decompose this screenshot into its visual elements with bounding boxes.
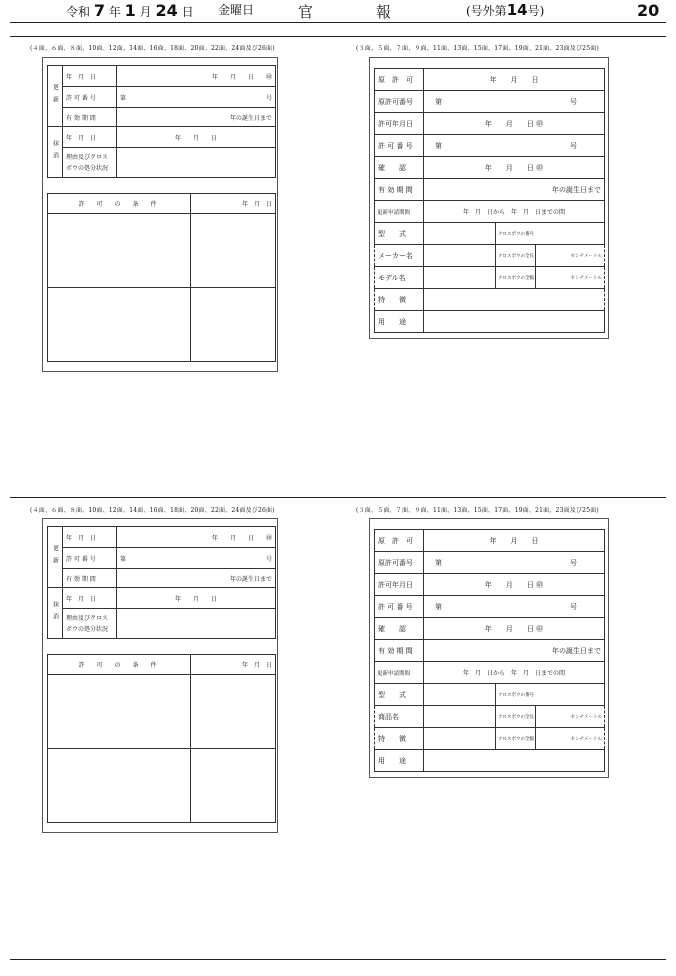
crossbow-width-label: クロスボウの全幅	[496, 267, 536, 289]
usage-label: 用 途	[375, 311, 424, 333]
left-caption-bottom: (４面、６面、８面、10面、12面、14面、16面、18面、20面、22面、24面及び26面)	[30, 507, 275, 514]
conditions-date: 年 月 日	[191, 194, 276, 214]
erasure-date-label: 年 月 日	[63, 127, 117, 148]
conditions-table	[47, 654, 276, 823]
renewal-date-label: 年 月 日	[63, 527, 117, 548]
permit-date-value: 年 月 日 ㊞	[424, 113, 605, 135]
permit-no-value: 第 号	[424, 596, 605, 618]
original-no-label: 原許可番号	[375, 552, 424, 574]
conditions-cell	[48, 214, 191, 288]
left-form-sheet	[42, 518, 278, 833]
crossbow-no-label: クロスボウの番号	[496, 684, 605, 706]
renewal-table	[47, 526, 276, 639]
renewal-period-label: 更新申請期間	[375, 662, 424, 684]
right-caption-top: (３面、５面、７面、９面、11面、13面、15面、17面、19面、21面、23面及び25面)	[356, 45, 599, 52]
right-caption-bottom: (３面、５面、７面、９面、11面、13面、15面、17面、19面、21面、23面及び25面)	[356, 507, 599, 514]
feature-value	[424, 728, 496, 750]
permit-no-value: 第 号	[117, 87, 276, 108]
erasure-date-value: 年 月 日	[117, 127, 276, 148]
renewal-label: 更新	[48, 527, 63, 588]
header-rule	[10, 22, 666, 23]
original-permit-value: 年 月 日	[424, 530, 605, 552]
original-permit-value: 年 月 日	[424, 69, 605, 91]
conditions-label: 許 可 の 条 件	[48, 194, 191, 214]
permit-no-label: 許 可 番 号	[63, 87, 117, 108]
conditions-cell	[48, 288, 191, 362]
feature-label: 特 徴	[375, 289, 424, 311]
crossbow-length-unit: センチメートル	[536, 706, 605, 728]
usage-value	[424, 750, 605, 772]
maker-value	[424, 245, 496, 267]
validity-value: 年の誕生日まで	[424, 640, 605, 662]
permit-record-table	[374, 529, 605, 772]
renewal-period-label: 更新申請期間	[375, 201, 424, 223]
renewal-date-value: 年 月 日 ㊞	[117, 527, 276, 548]
reason-label: 理由及びクロス ボウの処分状況	[63, 148, 117, 178]
header-publication-2: 報	[376, 3, 392, 21]
model-value	[424, 223, 496, 245]
validity-label: 有 効 期 間	[63, 108, 117, 127]
renewal-period-value: 年 月 日から 年 月 日までの間	[424, 201, 605, 223]
permit-date-label: 許可年月日	[375, 574, 424, 596]
conditions-date-cell	[191, 749, 276, 823]
feature-label: 特 徴	[375, 728, 424, 750]
crossbow-width-unit: センチメートル	[536, 267, 605, 289]
erasure-date-value: 年 月 日	[117, 588, 276, 609]
reason-value	[117, 148, 276, 178]
validity-label: 有 効 期 間	[375, 640, 424, 662]
header-date: 令和 7 年 1 月 24 日	[66, 1, 194, 20]
conditions-cell	[48, 749, 191, 823]
permit-no-label: 許 可 番 号	[375, 596, 424, 618]
product-name-label: 商品名	[375, 706, 424, 728]
confirm-value: 年 月 日 ㊞	[424, 618, 605, 640]
model-name-value	[424, 267, 496, 289]
crossbow-length-label: クロスボウの全長	[496, 245, 536, 267]
permit-no-value: 第 号	[117, 548, 276, 569]
renewal-label: 更新	[48, 66, 63, 127]
conditions-table	[47, 193, 276, 362]
conditions-date-cell	[191, 288, 276, 362]
left-caption-top: (４面、６面、８面、10面、12面、14面、16面、18面、20面、22面、24面及び26面)	[30, 45, 275, 52]
section-rule-top	[10, 36, 666, 37]
right-form-sheet	[369, 518, 609, 778]
conditions-date-cell	[191, 675, 276, 749]
permit-no-label: 許 可 番 号	[63, 548, 117, 569]
renewal-period-value: 年 月 日から 年 月 日までの間	[424, 662, 605, 684]
validity-value: 年の誕生日まで	[424, 179, 605, 201]
right-form-sheet	[369, 57, 609, 339]
gazette-header	[0, 0, 676, 22]
erasure-label: 抹消	[48, 127, 63, 178]
product-name-value	[424, 706, 496, 728]
conditions-label: 許 可 の 条 件	[48, 655, 191, 675]
usage-value	[424, 311, 605, 333]
permit-record-table	[374, 68, 605, 333]
crossbow-width-label: クロスボウの全幅	[496, 728, 536, 750]
confirm-label: 確 認	[375, 157, 424, 179]
usage-label: 用 途	[375, 750, 424, 772]
maker-label: メーカー名	[375, 245, 424, 267]
crossbow-no-label: クロスボウの番号	[496, 223, 605, 245]
original-no-label: 原許可番号	[375, 91, 424, 113]
validity-value: 年の誕生日まで	[117, 569, 276, 588]
footer-rule	[10, 959, 666, 960]
model-label: 型 式	[375, 684, 424, 706]
erasure-label: 抹消	[48, 588, 63, 639]
permit-no-value: 第 号	[424, 135, 605, 157]
header-issue: (号外第14号)	[466, 1, 545, 19]
crossbow-length-unit: センチメートル	[536, 245, 605, 267]
feature-value	[424, 289, 605, 311]
model-name-label: モデル名	[375, 267, 424, 289]
validity-value: 年の誕生日まで	[117, 108, 276, 127]
header-publication: 官	[298, 3, 317, 21]
confirm-value: 年 月 日 ㊞	[424, 157, 605, 179]
left-form-sheet	[42, 57, 278, 372]
conditions-date-cell	[191, 214, 276, 288]
conditions-cell	[48, 675, 191, 749]
original-permit-label: 原 許 可	[375, 530, 424, 552]
permit-no-label: 許 可 番 号	[375, 135, 424, 157]
original-no-value: 第 号	[424, 91, 605, 113]
section-rule-middle	[10, 497, 666, 498]
original-permit-label: 原 許 可	[375, 69, 424, 91]
reason-label: 理由及びクロス ボウの処分状況	[63, 609, 117, 639]
permit-date-value: 年 月 日 ㊞	[424, 574, 605, 596]
renewal-date-label: 年 月 日	[63, 66, 117, 87]
conditions-date: 年 月 日	[191, 655, 276, 675]
original-no-value: 第 号	[424, 552, 605, 574]
header-page-number: 20	[637, 1, 660, 20]
validity-label: 有 効 期 間	[375, 179, 424, 201]
reason-value	[117, 609, 276, 639]
erasure-date-label: 年 月 日	[63, 588, 117, 609]
header-weekday: 金曜日	[218, 3, 255, 17]
crossbow-length-label: クロスボウの全長	[496, 706, 536, 728]
renewal-date-value: 年 月 日 ㊞	[117, 66, 276, 87]
crossbow-width-unit: センチメートル	[536, 728, 605, 750]
model-label: 型 式	[375, 223, 424, 245]
validity-label: 有 効 期 間	[63, 569, 117, 588]
confirm-label: 確 認	[375, 618, 424, 640]
permit-date-label: 許可年月日	[375, 113, 424, 135]
renewal-table	[47, 65, 276, 178]
model-value	[424, 684, 496, 706]
